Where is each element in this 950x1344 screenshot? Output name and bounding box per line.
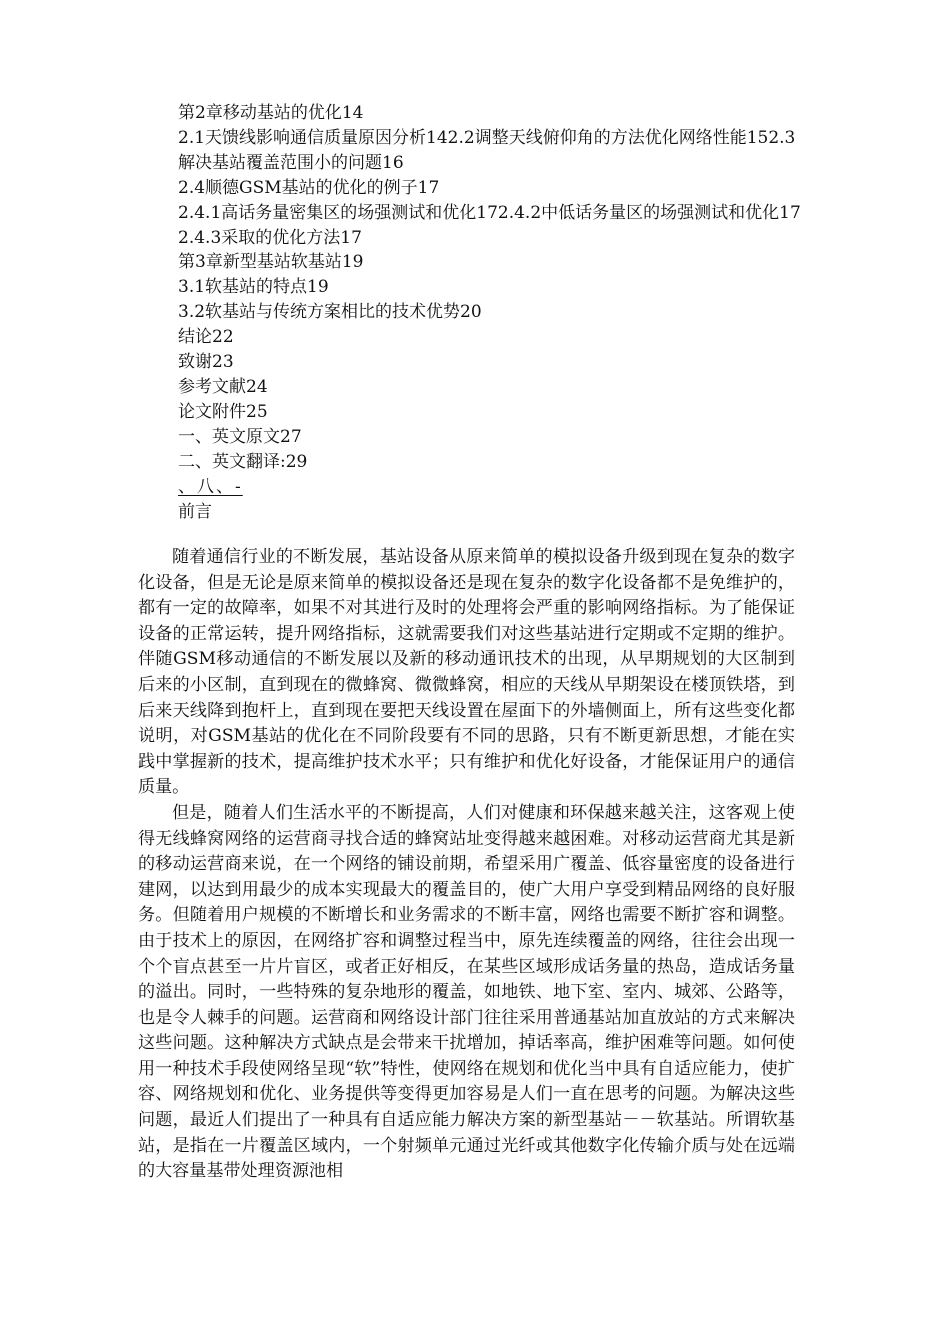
preface-body [138, 545, 795, 1185]
toc-entry: 结论22 [178, 327, 234, 348]
toc-entry: 2.4.3采取的优化方法17 [178, 227, 362, 248]
toc-entry: 2.4.1高话务量密集区的场强测试和优化172.4.2中低话务量区的场强测试和优化17 [178, 202, 801, 223]
toc-entry: 2.4顺德GSM基站的优化的例子17 [178, 177, 440, 198]
toc-entry: 3.2软基站与传统方案相比的技术优势20 [178, 302, 482, 323]
toc-entry: 致谢23 [178, 352, 234, 373]
toc-entry: 论文附件25 [178, 401, 268, 422]
toc-entry: 参考文献24 [178, 376, 268, 397]
toc-entry: 一、英文原文27 [178, 426, 302, 447]
toc-entry: 第3章新型基站软基站19 [178, 252, 364, 273]
toc-entry: 3.1软基站的特点19 [178, 277, 329, 298]
toc-entry: 2.1天馈线影响通信质量原因分析142.2调整天线俯仰角的方法优化网络性能152.3解决基站覆盖范围小的问题16 [178, 127, 796, 173]
paragraph: 随着通信行业的不断发展，基站设备从原来简单的模拟设备升级到现在复杂的数字化设备，但是无论是原来简单的模拟设备还是现在复杂的数字化设备都不是免维护的，都有一定的故障率，如果不对其进行及时的处理将会严重的影响网络指标。为了能保证设备的正常运转，提升网络指标，这就需要我们对这些基站进行定期或不定期的维护。伴随GSM移动通信的不断发展以及新的移动通讯技术的出现，从早期规划的大区制到后来的小区制，直到现在的微蜂窝、微微蜂窝，相应的天线从早期架设在楼顶铁塔，到后来天线降到抱杆上，直到现在要把天线设置在屋面下的外墙侧面上，所有这些变化都说明，对GSM基站的优化在不同阶段要有不同的思路，只有不断更新思想，才能在实践中掌握新的技术，提高维护技术水平；只有维护和优化好设备，才能保证用户的通信质量。 [138, 547, 795, 798]
section-heading: 前言 [178, 501, 212, 522]
ocr-artifact-line: 、八、- [178, 476, 243, 497]
table-of-contents [178, 101, 810, 524]
toc-entry: 二、英文翻译:29 [178, 451, 308, 472]
paragraph: 但是，随着人们生活水平的不断提高，人们对健康和环保越来越关注，这客观上使得无线蜂窝网络的运营商寻找合适的蜂窝站址变得越来越困难。对移动运营商尤其是新的移动运营商来说，在一个网络的铺设前期，希望采用广覆盖、低容量密度的设备进行建网，以达到用最少的成本实现最大的覆盖目的，使广大用户享受到精品网络的良好服务。但随着用户规模的不断增长和业务需求的不断丰富，网络也需要不断扩容和调整。由于技术上的原因，在网络扩容和调整过程当中，原先连续覆盖的网络，往往会出现一个个盲点甚至一片片盲区，或者正好相反，在某些区域形成话务量的热岛，造成话务量的溢出。同时，一些特殊的复杂地形的覆盖，如地铁、地下室、室内、城郊、公路等，也是令人棘手的问题。运营商和网络设计部门往往采用普通基站加直放站的方式来解决这些问题。这种解决方式缺点是会带来干扰增加，掉话率高，维护困难等问题。如何使用一种技术手段使网络呈现“软”特性，使网络在规划和优化当中具有自适应能力，使扩容、网络规划和优化、业务提供等变得更加容易是人们一直在思考的问题。为解决这些问题，最近人们提出了一种具有自适应能力解决方案的新型基站－－软基站。所谓软基站，是指在一片覆盖区域内，一个射频单元通过光纤或其他数字化传输介质与处在远端的大容量基带处理资源池相 [138, 802, 795, 1182]
toc-entry: 第2章移动基站的优化14 [178, 103, 364, 123]
